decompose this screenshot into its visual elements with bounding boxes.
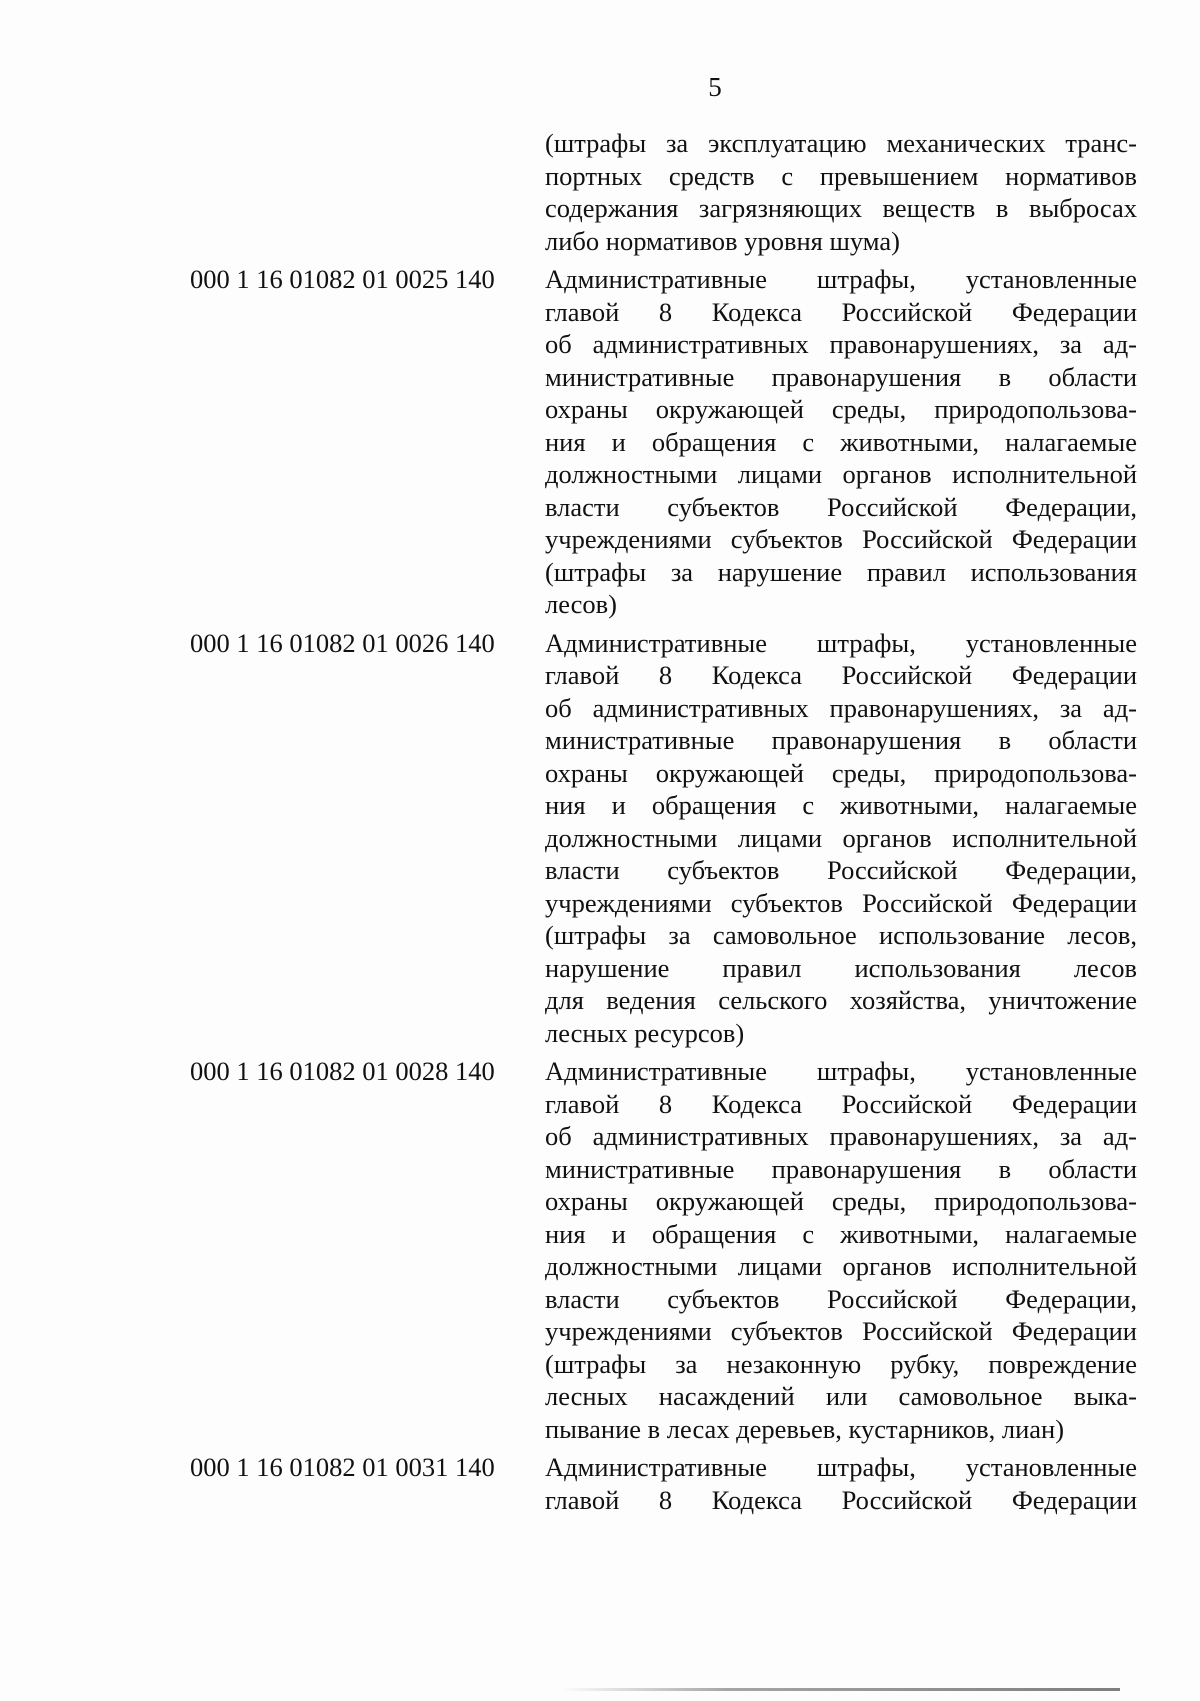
text-line: либо нормативов уровня шума): [545, 225, 900, 256]
text-line: власти субъектов Российской Федерации,: [545, 1283, 1137, 1314]
text-line: должностными лицами органов исполнительной: [545, 1251, 1137, 1281]
scan-edge-mark: [560, 1688, 1120, 1691]
text-line: Административные штрафы, установленные: [545, 1452, 1137, 1482]
text-line: лесных ресурсов): [545, 1017, 745, 1048]
text-line: учреждениями субъектов Российской Федерации: [545, 1316, 1137, 1346]
text-line: власти субъектов Российской Федерации,: [545, 855, 1137, 885]
text-line: должностными лицами органов исполнительной: [545, 822, 1137, 853]
text-line: Административные штрафы, установленные: [545, 264, 1137, 294]
text-line: (штрафы за нарушение правил использования: [545, 556, 1137, 587]
text-line: охраны окружающей среды, природопользова-: [545, 1186, 1137, 1216]
text-line: лесных насаждений или самовольное выка-: [545, 1381, 1137, 1411]
text-line: (штрафы за незаконную рубку, повреждение: [545, 1348, 1137, 1379]
text-line: лесов): [545, 589, 617, 619]
text-line: главой 8 Кодекса Российской Федерации: [545, 1088, 1137, 1119]
text-line: министративные правонарушения в области: [545, 361, 1137, 392]
text-line: ния и обращения с животными, налагаемые: [545, 426, 1137, 457]
text-line: охраны окружающей среды, природопользова-: [545, 757, 1137, 788]
text-line: об административных правонарушениях, за ад-: [545, 692, 1137, 723]
text-line: Административные штрафы, установленные: [545, 1056, 1137, 1086]
text-line: власти субъектов Российской Федерации,: [545, 491, 1137, 522]
text-line: охраны окружающей среды, природопользова-: [545, 394, 1137, 424]
classification-code: 000 1 16 01082 01 0025 140: [190, 264, 495, 294]
text-line: министративные правонарушения в области: [545, 1153, 1137, 1184]
page-number: 5: [708, 72, 722, 102]
text-line: учреждениями субъектов Российской Федерации: [545, 887, 1137, 918]
classification-code: 000 1 16 01082 01 0031 140: [190, 1452, 495, 1482]
text-line: учреждениями субъектов Российской Федерации: [545, 524, 1137, 554]
text-line: об административных правонарушениях, за ад-: [545, 1121, 1137, 1151]
text-line: для ведения сельского хозяйства, уничтожение: [545, 985, 1137, 1015]
text-line: министративные правонарушения в области: [545, 725, 1137, 755]
text-line: пывание в лесах деревьев, кустарников, лиан): [545, 1413, 1065, 1444]
classification-code: 000 1 16 01082 01 0028 140: [190, 1056, 495, 1086]
text-line: главой 8 Кодекса Российской Федерации: [545, 1484, 1137, 1515]
text-line: (штрафы за эксплуатацию механических транс-: [545, 128, 1137, 158]
classification-code: 000 1 16 01082 01 0026 140: [190, 627, 495, 658]
text-line: Административные штрафы, установленные: [545, 627, 1137, 658]
text-line: нарушение правил использования лесов: [545, 952, 1137, 983]
text-line: главой 8 Кодекса Российской Федерации: [545, 296, 1137, 327]
text-line: содержания загрязняющих веществ в выбросах: [545, 193, 1137, 223]
text-line: об административных правонарушениях, за ад-: [545, 329, 1137, 359]
text-line: главой 8 Кодекса Российской Федерации: [545, 660, 1137, 690]
text-line: портных средств с превышением нормативов: [545, 160, 1137, 191]
text-line: ния и обращения с животными, налагаемые: [545, 1218, 1137, 1249]
text-line: должностными лицами органов исполнительной: [545, 459, 1137, 489]
text-line: ния и обращения с животными, налагаемые: [545, 790, 1137, 820]
text-line: (штрафы за самовольное использование лесов,: [545, 920, 1137, 950]
